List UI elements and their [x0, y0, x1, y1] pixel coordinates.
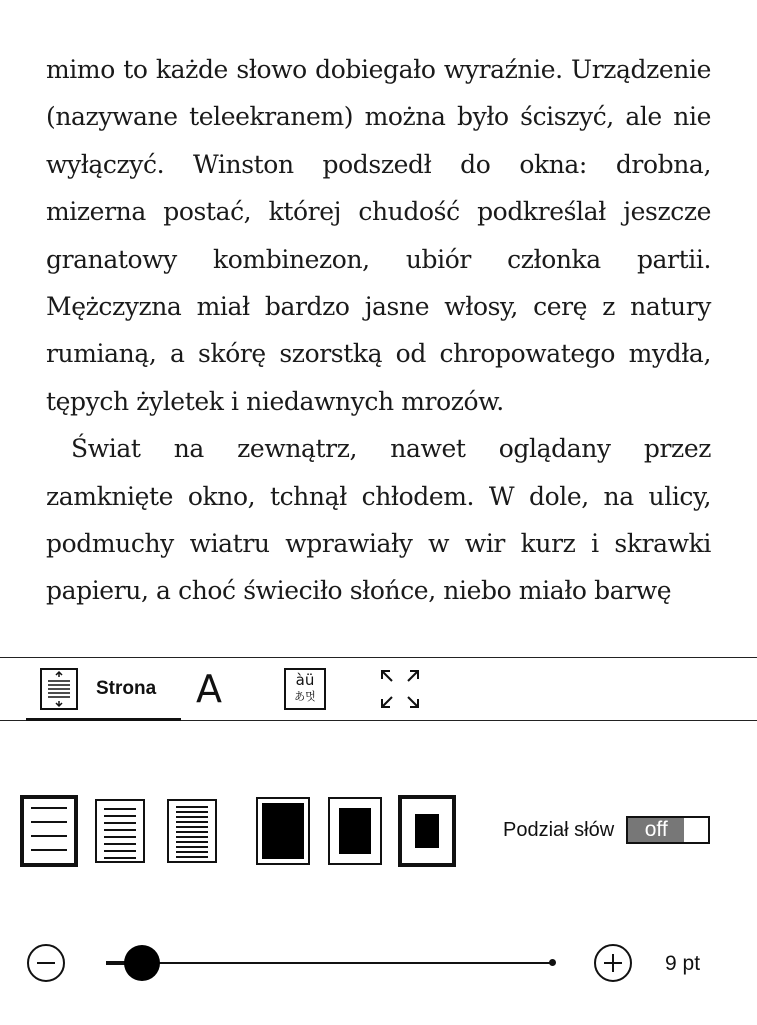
paragraph: Świat na zewnątrz, nawet oglądany przez zamknięte okno, tchnął chłodem. W dole, na ulicy, podmuchy wiatru wprawiały w wir kurz i skrawki papieru, a choć świeciło słońce, niebo miało barwę [46, 434, 711, 606]
line-spacing-wide-icon [31, 807, 67, 865]
language-icon-latin: àü [295, 671, 315, 689]
line-spacing-wide-button[interactable] [20, 795, 78, 867]
line-spacing-narrow-icon [176, 806, 208, 858]
font-size-value: 9 pt [665, 952, 701, 975]
reading-settings-panel [0, 657, 757, 1025]
margin-large-button[interactable] [398, 795, 456, 867]
font-size-slider-track[interactable] [106, 962, 554, 964]
font-icon: A [196, 667, 222, 711]
plus-icon-vertical [612, 954, 614, 972]
margin-large-icon [415, 814, 439, 848]
settings-tabs [0, 658, 757, 721]
page-layout-icon [40, 668, 78, 710]
line-spacing-medium-button[interactable] [95, 799, 145, 863]
paragraph: mimo to każde słowo dobiegało wyraźnie. Urządzenie (nazywane teleekranem) można było ściszyć, ale nie wyłączyć. Winston podszedł do okna: drobna, mizerna postać, której chudość podkreślał jeszcze granatowy kombinezon, ubiór członka partii. Mężczyzna miał bardzo jasne włosy, cerę z natury rumianą, a skórę szorstką od chropowatego mydła, tępych żyletek i niedawnych mrozów. [46, 55, 711, 416]
margin-small-icon [262, 803, 304, 859]
increase-font-size-button[interactable] [594, 944, 632, 982]
language-icon [284, 668, 326, 710]
line-spacing-medium-icon [104, 808, 136, 859]
slider-end-dot [549, 959, 556, 966]
minus-icon [37, 962, 55, 964]
tab-font[interactable] [196, 666, 222, 712]
margin-medium-button[interactable] [328, 797, 382, 865]
font-size-slider-knob[interactable] [124, 945, 160, 981]
toggle-knob [684, 818, 708, 842]
language-icon-cjk: あ멋 [294, 690, 316, 703]
margin-small-button[interactable] [256, 797, 310, 865]
hyphenation-toggle-state: off [628, 818, 684, 842]
decrease-font-size-button[interactable] [27, 944, 65, 982]
hyphenation-setting [503, 816, 710, 844]
hyphenation-label: Podział słów [503, 818, 615, 841]
line-spacing-narrow-button[interactable] [167, 799, 217, 863]
hyphenation-toggle[interactable] [626, 816, 710, 844]
tab-language[interactable] [284, 666, 326, 712]
font-size-control [0, 940, 757, 990]
active-tab-indicator [26, 718, 181, 721]
margin-medium-icon [339, 808, 371, 854]
book-text [46, 46, 711, 615]
tab-page[interactable] [40, 666, 156, 712]
fullscreen-icon [378, 667, 422, 711]
tab-page-label: Strona [96, 678, 157, 699]
tab-fullscreen[interactable] [378, 666, 422, 712]
